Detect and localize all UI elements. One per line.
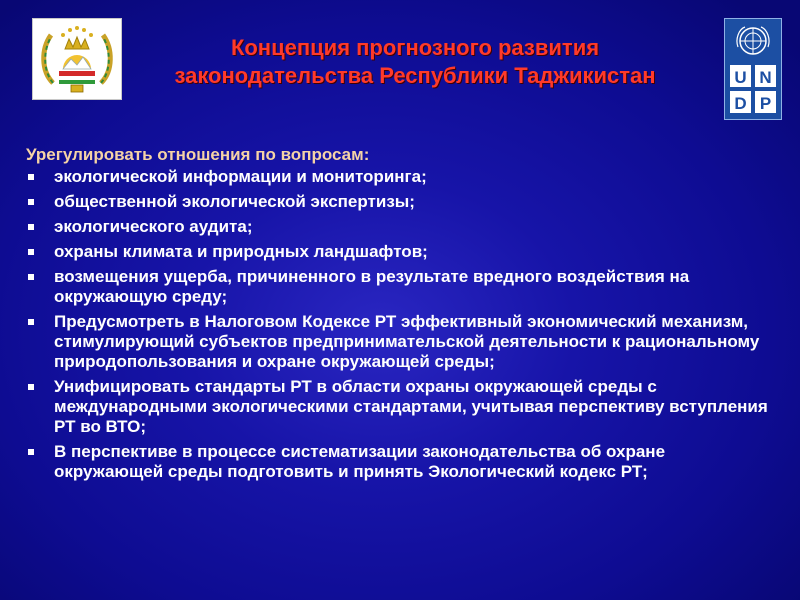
square-bullet-icon	[28, 174, 34, 180]
list-item-text: охраны климата и природных ландшафтов;	[54, 242, 428, 261]
list-item-text: Предусмотреть в Налоговом Кодексе РТ эффективный экономический механизм, стимулирующий субъектов предпринимательской деятельности к рациональному природопользования и охране окружающей среды;	[54, 312, 760, 371]
tajikistan-emblem-logo	[32, 18, 122, 100]
square-bullet-icon	[28, 224, 34, 230]
un-globe-icon	[725, 19, 781, 119]
emblem-icon	[33, 19, 121, 99]
undp-letter-n: N	[759, 68, 772, 87]
list-item-text: экологической информации и мониторинга;	[54, 167, 427, 186]
undp-letter-d: D	[734, 94, 747, 113]
square-bullet-icon	[28, 449, 34, 455]
square-bullet-icon	[28, 319, 34, 325]
lead-text: Урегулировать отношения по вопросам:	[26, 145, 370, 164]
slide-title-line-1: Концепция прогнозного развития	[230, 35, 600, 60]
list-item	[26, 167, 776, 187]
square-bullet-icon	[28, 249, 34, 255]
undp-logo	[724, 18, 782, 120]
square-bullet-icon	[28, 199, 34, 205]
undp-letter-p: P	[759, 94, 772, 113]
list-item	[26, 442, 776, 482]
list-item	[26, 217, 776, 237]
square-bullet-icon	[28, 274, 34, 280]
undp-letter-u: U	[734, 68, 747, 87]
list-item-text: общественной экологической экспертизы;	[54, 192, 415, 211]
square-bullet-icon	[28, 384, 34, 390]
list-item-text: Унифицировать стандарты РТ в области охраны окружающей среды с международными экологическими стандартами, учитывая перспективу вступления РТ во ВТО;	[54, 377, 768, 436]
list-item-text: В перспективе в процессе систематизации законодательства об охране окружающей среды подготовить и принять Экологический кодекс РТ;	[54, 442, 666, 481]
list-item-text: возмещения ущерба, причиненного в результате вредного воздействия на окружающую среду;	[54, 267, 690, 306]
slide-content	[26, 145, 776, 487]
list-item	[26, 192, 776, 212]
list-item	[26, 377, 776, 437]
list-item	[26, 242, 776, 262]
list-item	[26, 312, 776, 372]
list-item	[26, 267, 776, 307]
slide-title-line-2: законодательства Республики Таджикистан	[174, 63, 656, 88]
slide-title	[110, 34, 720, 90]
list-item-text: экологического аудита;	[54, 217, 253, 236]
